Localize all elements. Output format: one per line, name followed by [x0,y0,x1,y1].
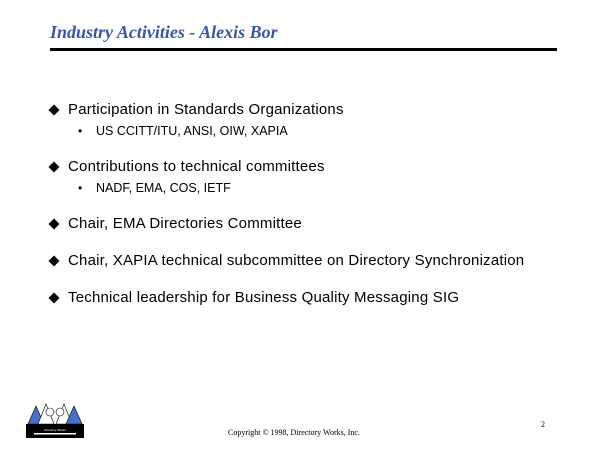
bullet-list [46,100,566,325]
sub-bullet-text: NADF, EMA, COS, IETF [96,181,231,195]
sub-bullet-dot-icon: • [78,181,83,195]
page-number: 2 [541,420,545,429]
diamond-bullet-icon [48,161,60,173]
sub-bullet-item [68,180,566,196]
logo-wordmark: Directory Works [44,428,66,432]
diamond-bullet-icon [48,218,60,230]
bullet-text: Technical leadership for Business Quality Messaging SIG [68,289,460,306]
copyright-notice: Copyright © 1998, Directory Works, Inc. [228,428,360,437]
directory-works-logo-icon [26,400,84,438]
slide-title: Industry Activities - Alexis Bor [50,22,278,42]
bullet-item-ema-chair [46,214,566,233]
bullet-text: Chair, EMA Directories Committee [68,215,302,232]
bullet-item-contributions [46,157,566,196]
bullet-item-xapia-chair [46,251,566,270]
bullet-text: Contributions to technical committees [68,158,325,175]
diamond-bullet-icon [48,104,60,116]
sub-bullet-item [68,123,566,139]
diamond-bullet-icon [48,255,60,267]
bullet-text: Participation in Standards Organizations [68,101,344,118]
bullet-item-standards [46,100,566,139]
bullet-item-technical-leadership [46,288,566,307]
title-divider [50,48,557,51]
sub-bullet-text: US CCITT/ITU, ANSI, OIW, XAPIA [96,124,288,138]
diamond-bullet-icon [48,292,60,304]
bullet-text: Chair, XAPIA technical subcommittee on Directory Synchronization [68,252,525,269]
sub-bullet-dot-icon: • [78,124,83,138]
